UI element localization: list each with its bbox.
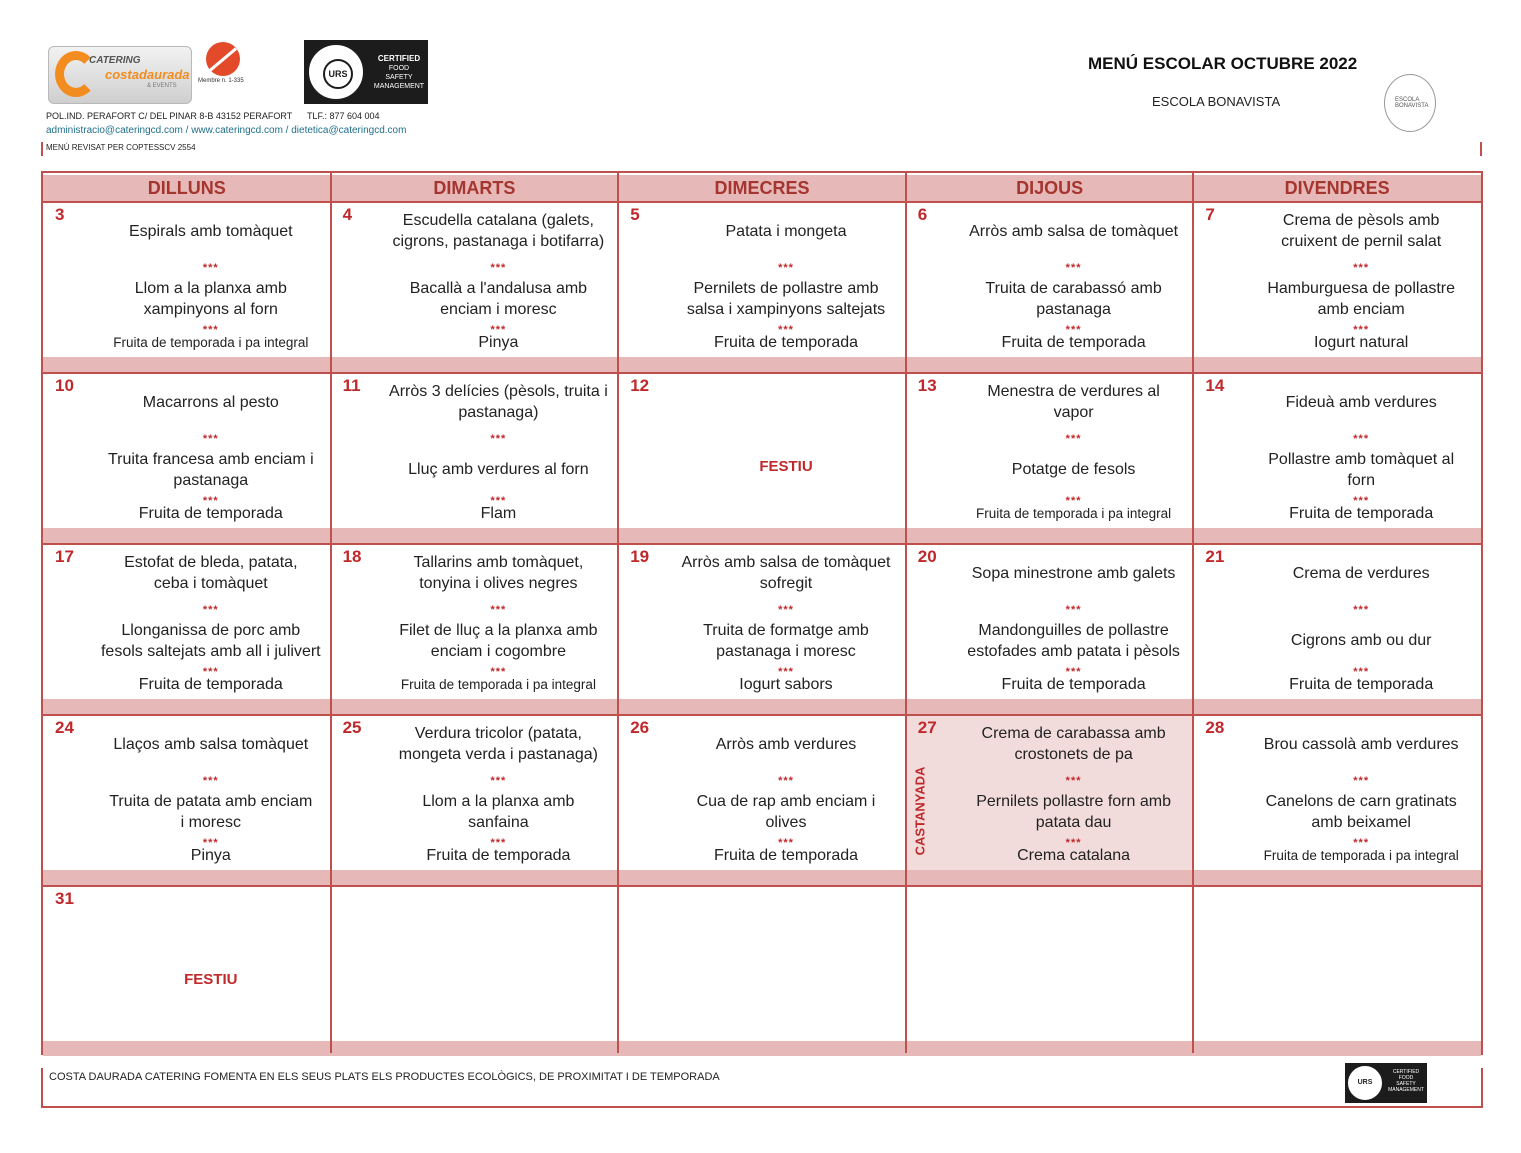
dessert: Iogurt sabors [739,676,833,693]
first-course: Verdura tricolor (patata, [414,725,582,742]
day-cell-17 [43,545,331,699]
day-cell-20 [906,545,1194,699]
day-cell-24 [43,716,331,870]
course-separator: *** [490,666,507,678]
dessert: Fruita de temporada [1001,334,1146,351]
course-separator: *** [490,837,507,849]
dessert: Fruita de temporada i pa integral [1263,848,1459,863]
holiday-label: FESTIU [184,971,238,988]
first-course: Sopa minestrone amb galets [971,565,1176,582]
cert-small-text: CERTIFIED FOOD SAFETY MANAGEMENT [1388,1069,1424,1093]
second-course: forn [1347,472,1375,489]
second-course: Pollastre amb tomàquet al [1268,451,1455,468]
second-course: sanfaina [468,814,529,831]
weekday-header-dilluns: DILLUNS [43,175,331,201]
day-cell-27 [906,716,1194,870]
first-course: cruixent de pernil salat [1281,233,1442,250]
course-separator: *** [778,666,794,678]
school-crest-icon [1384,74,1436,132]
course-separator: *** [490,262,507,274]
dessert: Fruita de temporada [426,847,571,864]
urs-seal-small-icon: URS [1346,1064,1384,1102]
first-course: Fideuà amb verdures [1285,394,1437,411]
second-course: olives [765,814,807,831]
second-course: xampinyons al forn [143,301,278,318]
company-address: POL.IND. PERAFORT C/ DEL PINAR 8-B 43152 PERAFORT TLF.: 877 604 004 [46,111,380,121]
holiday-label: FESTIU [759,458,813,475]
day-number: 3 [55,205,65,224]
logo-events-text: & EVENTS [147,83,177,89]
course-separator: *** [490,495,507,507]
first-course: sofregit [759,575,813,592]
weekday-header-dimecres: DIMECRES [618,175,906,201]
first-course: Macarrons al pesto [142,394,279,411]
cert-text: CERTIFIED FOOD SAFETY MANAGEMENT [373,54,425,90]
course-separator: *** [202,495,219,507]
second-course: Truita de formatge amb [703,622,869,639]
second-course: Pernilets pollastre forn amb [976,793,1171,810]
footer-text: COSTA DAURADA CATERING FOMENTA EN ELS SEUS PLATS ELS PRODUCTES ECOLÒGICS, DE PROXIMITAT I DE TEMPORADA [49,1071,720,1083]
first-course: Tallarins amb tomàquet, [413,554,584,571]
course-separator: *** [1065,433,1082,445]
dessert: Fruita de temporada [1289,505,1434,522]
day-cell-10 [43,374,331,528]
day-number: 4 [342,205,353,224]
menu-calendar [41,171,1483,1055]
castanyada-label [910,756,930,866]
school-name: ESCOLA BONAVISTA [1152,94,1281,109]
second-course: estofades amb patata i pèsols [967,643,1180,660]
day-number: 12 [630,376,650,395]
course-separator: *** [1065,666,1082,678]
course-separator: *** [202,837,219,849]
day-number: 19 [630,547,650,566]
course-separator: *** [202,775,219,787]
dessert: Pinya [478,334,519,351]
day-cell-5 [618,203,906,357]
day-cell-21 [1193,545,1481,699]
first-course: tonyina i olives negres [419,575,578,592]
first-course: Menestra de verdures al [987,383,1160,400]
day-cell-14 [1193,374,1481,528]
catering-logo [48,46,192,104]
course-separator: *** [1065,837,1082,849]
day-number: 18 [342,547,362,566]
course-separator: *** [778,775,794,787]
course-separator: *** [202,433,219,445]
weekday-header-dimarts: DIMARTS [331,175,619,201]
second-course: Hamburguesa de pollastre [1267,280,1456,297]
second-course: pastanaga [173,472,249,489]
second-course: Truita de patata amb enciam [109,793,313,810]
day-cell-empty [618,887,906,1041]
course-separator: *** [1065,775,1082,787]
first-course: mongeta verda i pastanaga) [398,746,599,763]
course-separator: *** [1065,604,1082,616]
day-number: 27 [917,718,937,737]
day-number: 21 [1205,547,1225,566]
week-band [43,357,1481,372]
urs-certification-logo [304,40,428,104]
dessert: Fruita de temporada i pa integral [976,506,1172,521]
course-separator: *** [778,837,794,849]
course-separator: *** [202,604,219,616]
dessert: Fruita de temporada [138,505,283,522]
day-cell-3 [43,203,331,357]
day-number: 24 [55,718,74,737]
first-course: Arròs amb verdures [715,736,857,753]
course-separator: *** [1353,495,1370,507]
course-separator: *** [778,262,794,274]
dessert: Fruita de temporada [1001,676,1146,693]
company-phone: TLF.: 877 604 004 [306,111,380,121]
second-course: Lluç amb verdures al forn [408,461,589,478]
day-number: 14 [1205,376,1225,395]
week-band [43,699,1481,714]
castanyada-text: CASTANYADA [912,766,928,856]
course-separator: *** [778,324,794,336]
day-cell-4 [331,203,619,357]
day-number: 5 [630,205,640,224]
first-course: Crema de pèsols amb [1282,212,1440,229]
day-cell-11 [331,374,619,528]
second-course: Filet de lluç a la planxa amb [399,622,598,639]
dessert: Fruita de temporada [1289,676,1434,693]
right-marker [1480,142,1482,156]
dessert: Flam [480,505,517,522]
course-separator: *** [202,262,219,274]
day-number: 17 [55,547,74,566]
urs-seal-icon [306,42,366,102]
course-separator: *** [202,324,219,336]
second-course: enciam i cogombre [430,643,566,660]
left-marker [41,142,43,156]
second-course: Truita de carabassó amb [985,280,1162,297]
course-separator: *** [490,324,507,336]
course-separator: *** [490,604,507,616]
day-cell-13 [906,374,1194,528]
day-cell-25 [331,716,619,870]
first-course: Espirals amb tomàquet [128,223,293,240]
second-course: salsa i xampinyons saltejats [686,301,886,318]
day-number: 20 [917,547,937,566]
dessert: Fruita de temporada [713,334,859,351]
day-cell-7 [1193,203,1481,357]
logo-catering-text: CATERING [89,55,141,66]
footer [41,1068,1483,1108]
dessert: Fruita de temporada [713,847,859,864]
first-course: Arròs 3 delícies (pèsols, truita i [389,383,608,400]
course-separator: *** [1353,604,1370,616]
second-course: Bacallà a l'andalusa amb [409,280,588,297]
course-separator: *** [1353,433,1370,445]
second-course: Pernilets de pollastre amb [693,280,879,297]
dessert: Fruita de temporada [138,676,283,693]
dessert: Iogurt natural [1314,334,1409,351]
first-course: Crema de carabassa amb [981,725,1166,742]
course-separator: *** [1353,666,1370,678]
first-course: Crema de verdures [1292,565,1430,582]
day-number: 7 [1205,205,1215,224]
course-separator: *** [1065,324,1082,336]
day-number: 11 [342,376,361,395]
first-course: Patata i mongeta [725,223,847,240]
week-band [43,528,1481,543]
first-course: Brou cassolà amb verdures [1263,736,1459,753]
day-number: 25 [342,718,362,737]
course-separator: *** [1065,495,1082,507]
dessert: Fruita de temporada i pa integral [400,677,596,692]
company-emails: administracio@cateringcd.com / www.cateringcd.com / dietetica@cateringcd.com [46,125,407,136]
week-band [43,1041,1481,1056]
course-separator: *** [490,433,507,445]
second-course: Truita francesa amb enciam i [107,451,314,468]
course-separator: *** [1353,324,1370,336]
first-course: Llaços amb salsa tomàquet [113,736,309,753]
course-separator: *** [1353,837,1370,849]
day-cell-6 [906,203,1194,357]
second-course: Canelons de carn gratinats [1265,793,1457,810]
second-course: amb enciam [1317,301,1405,318]
first-course: vapor [1053,404,1094,421]
second-course: fesols saltejats amb all i julivert [100,643,321,660]
day-cell-31 [43,887,331,1041]
day-number: 28 [1205,718,1225,737]
column-divider [905,173,907,1053]
gluten-free-icon [206,42,240,76]
urs-certification-logo-small [1345,1063,1427,1103]
second-course: Cigrons amb ou dur [1290,632,1432,649]
second-course: amb beixamel [1311,814,1411,831]
column-divider [1192,173,1194,1053]
course-separator: *** [202,666,219,678]
second-course: pastanaga i moresc [716,643,856,660]
weekday-header-dijous: DIJOUS [906,175,1194,201]
day-number: 26 [630,718,650,737]
first-course: Estofat de bleda, patata, [124,554,298,571]
course-separator: *** [1353,775,1370,787]
column-divider [617,173,619,1053]
second-course: i moresc [180,814,242,831]
column-divider [330,173,332,1053]
second-course: patata dau [1035,814,1112,831]
weekday-header-divendres: DIVENDRES [1193,175,1481,201]
day-cell-28 [1193,716,1481,870]
first-course: ceba i tomàquet [153,575,268,592]
first-course: cigrons, pastanaga i botifarra) [392,233,605,250]
first-course: crostonets de pa [1014,746,1133,763]
first-course: Escudella catalana (galets, [402,212,594,229]
day-cell-empty [331,887,619,1041]
second-course: Cua de rap amb enciam i [696,793,876,810]
dessert: Pinya [190,847,231,864]
revisat-note: MENÚ REVISAT PER COPTESSCV 2554 [46,143,196,152]
second-course: enciam i moresc [440,301,557,318]
day-cell-12 [618,374,906,528]
second-course: Llom a la planxa amb [134,280,287,297]
day-cell-empty [1193,887,1481,1041]
second-course: Mandonguilles de pollastre [978,622,1169,639]
dessert: Fruita de temporada i pa integral [113,335,309,350]
urs-text: URS [323,59,353,89]
first-course: pastanaga) [458,404,539,421]
page-title: MENÚ ESCOLAR OCTUBRE 2022 [1088,54,1358,73]
day-number: 6 [917,205,928,224]
course-separator: *** [778,604,794,616]
course-separator: *** [490,775,507,787]
second-course: Llom a la planxa amb [422,793,575,810]
day-cell-26 [618,716,906,870]
day-cell-empty [906,887,1194,1041]
logo-brand-text: costadaurada [105,67,190,82]
first-course: Arròs amb salsa de tomàquet [681,554,891,571]
day-number: 13 [917,376,937,395]
day-number: 31 [55,889,74,908]
crest-text: ESCOLA BONAVISTA [1395,97,1429,109]
gluten-caption: Membre n. 1-335 [198,78,244,84]
week-band [43,870,1481,885]
second-course: pastanaga [1036,301,1111,318]
day-number: 10 [55,376,74,395]
day-cell-19 [618,545,906,699]
day-cell-18 [331,545,619,699]
second-course: Llonganissa de porc amb [121,622,301,639]
second-course: Potatge de fesols [1011,461,1136,478]
course-separator: *** [1353,262,1370,274]
dessert: Crema catalana [1017,847,1131,864]
course-separator: *** [1065,262,1082,274]
first-course: Arròs amb salsa de tomàquet [969,223,1179,240]
